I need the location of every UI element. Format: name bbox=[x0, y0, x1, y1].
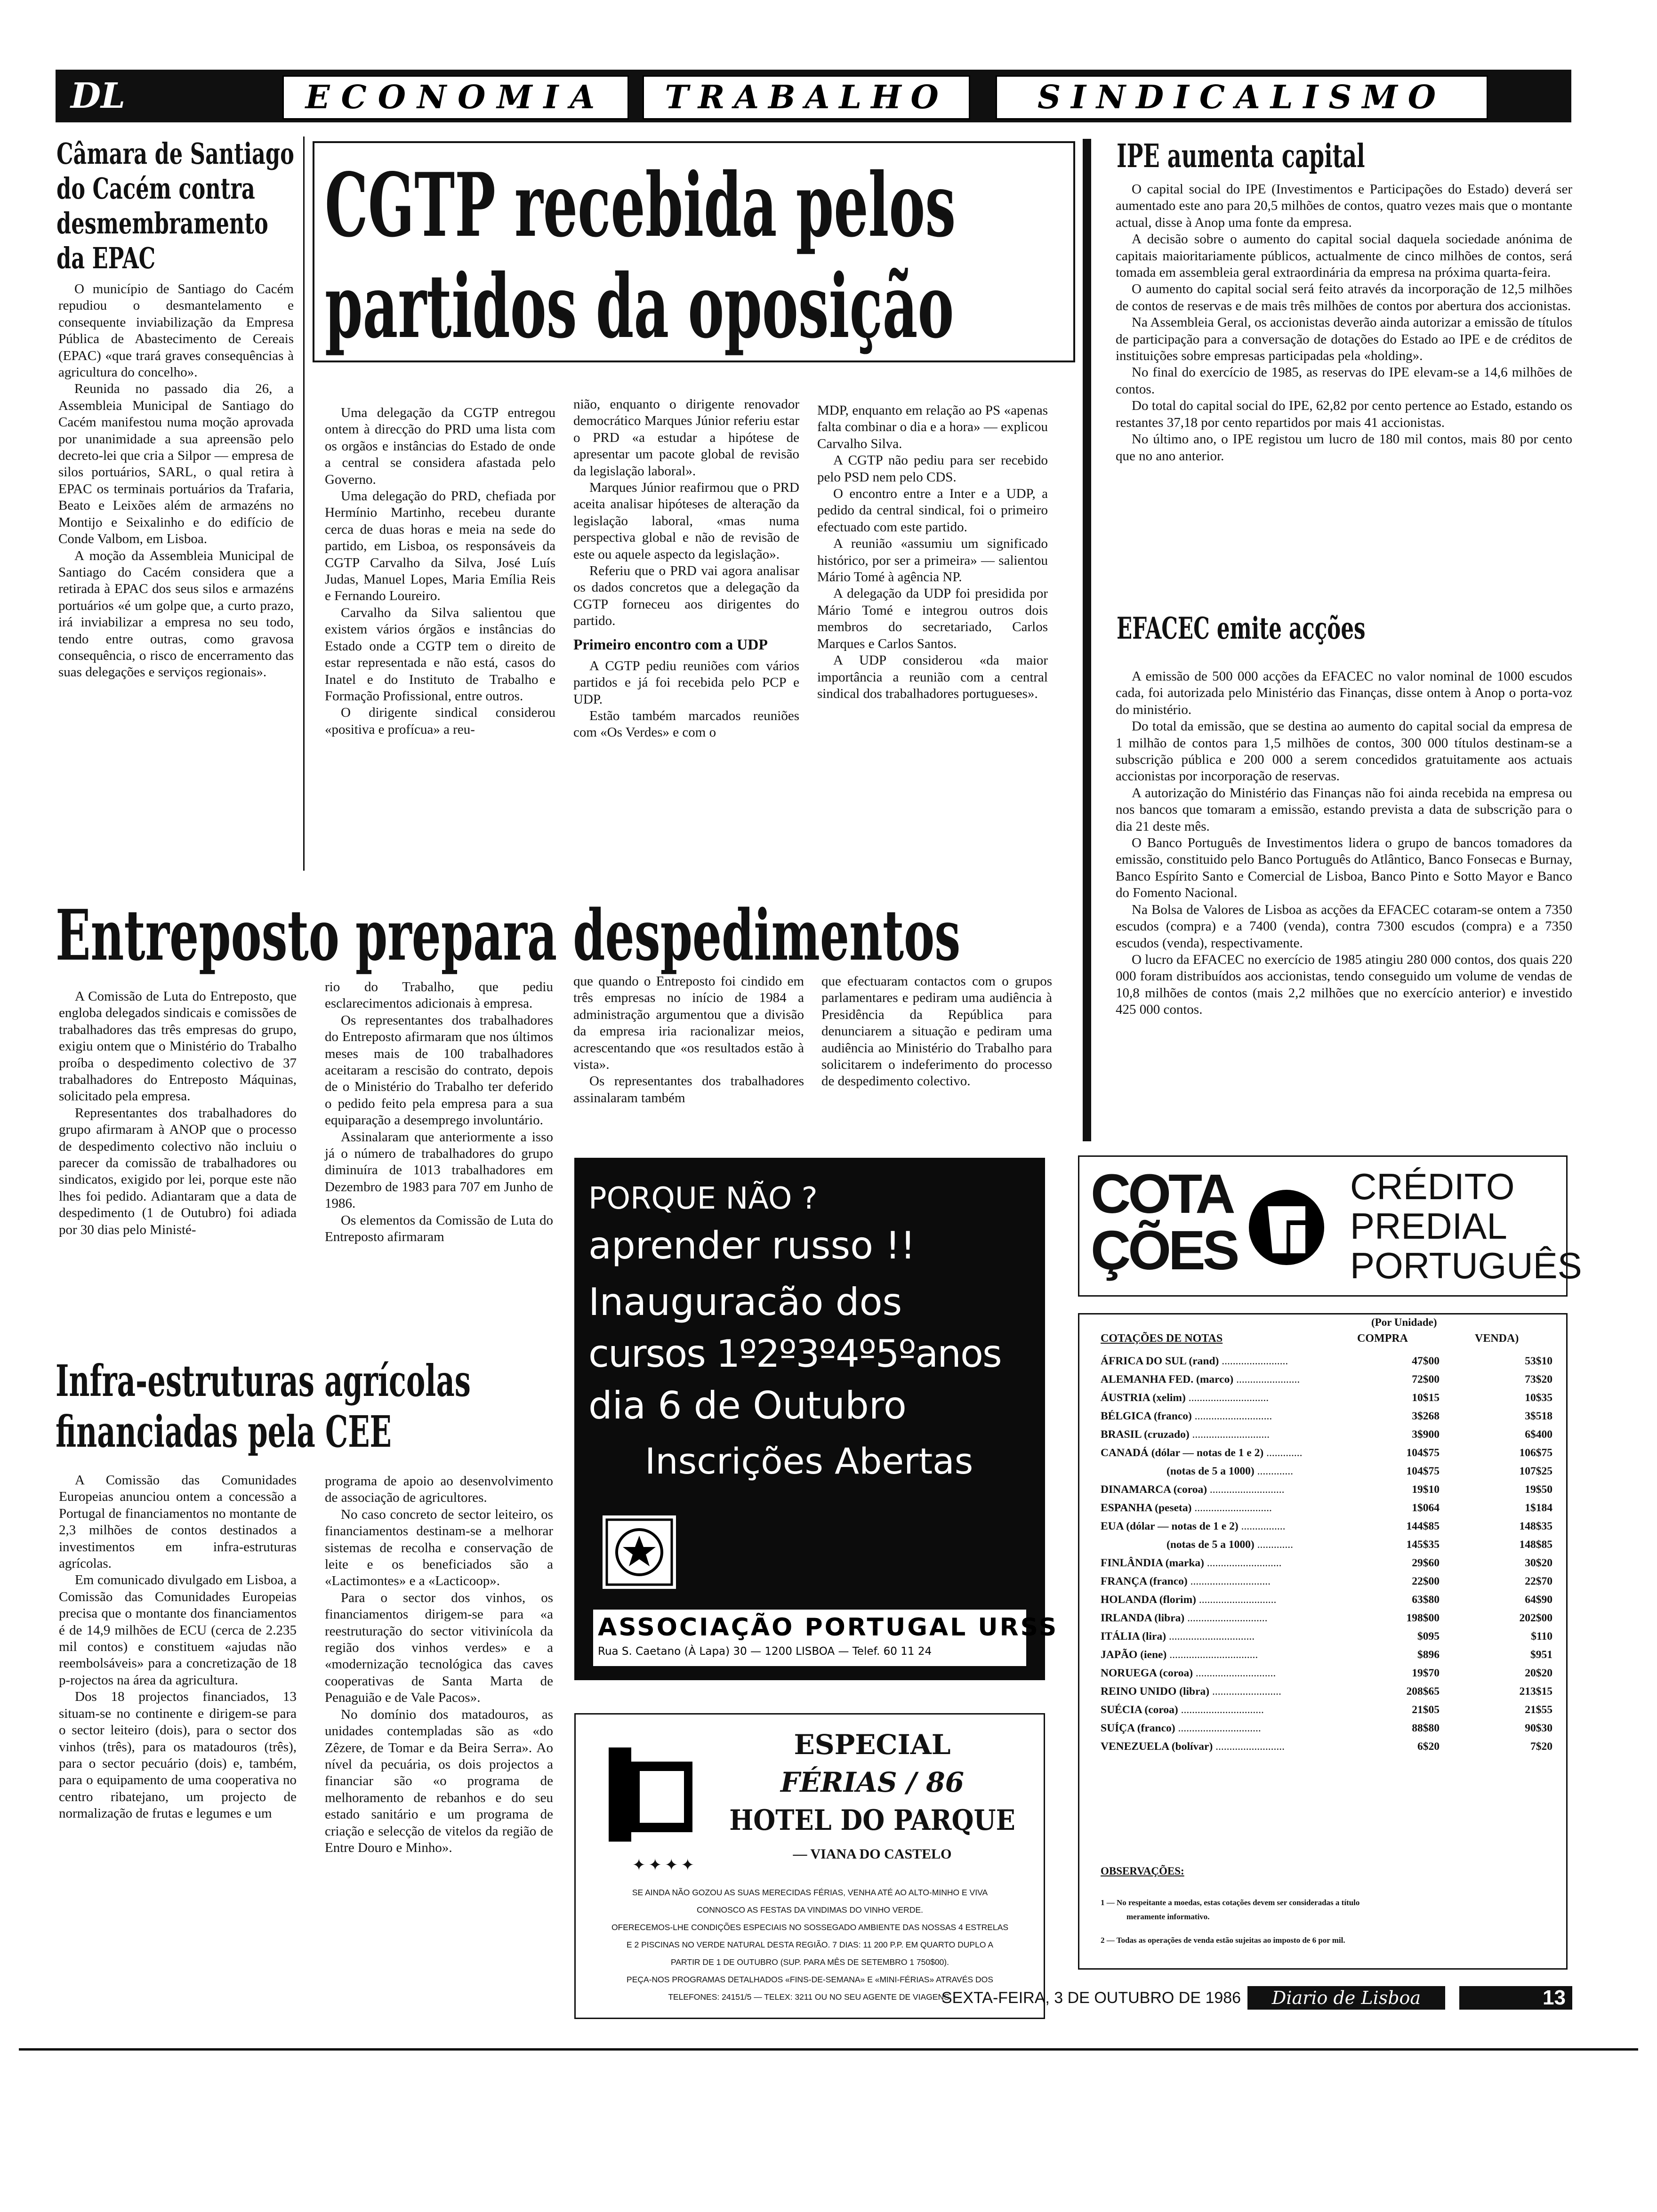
rate-currency bbox=[1101, 1627, 1345, 1646]
currency-name: VENEZUELA (bolívar) bbox=[1101, 1740, 1213, 1753]
efacec-p: A emissão de 500 000 acções da EFACEC no valor nominal de 1000 escudos cada, foi autorizada pelo Ministério das Finanças, disse ontem à Anop o porta-voz do ministério. bbox=[1116, 669, 1572, 717]
leader-dots: ............................. bbox=[1193, 1667, 1276, 1679]
entreposto-p: Os representantes dos trabalhadores assinalaram também bbox=[573, 1074, 804, 1106]
rate-row bbox=[1101, 1444, 1552, 1462]
leader-dots: .............................. bbox=[1175, 1722, 1261, 1734]
rate-currency bbox=[1101, 1389, 1345, 1407]
leader-dots: ............................. bbox=[1184, 1612, 1268, 1624]
leader-dots: ............. bbox=[1254, 1465, 1293, 1477]
rate-currency bbox=[1101, 1481, 1345, 1499]
entreposto-p: Assinalaram que anteriormente a isso já o número de trabalhadores do grupo diminuíra de 1013 trabalhadores em Dezembro de 1983 para 707 em Junho de 1986. bbox=[325, 1129, 553, 1211]
cgtp-p: O encontro entre a Inter e a UDP, a pedido da central sindical, foi o primeiro efectuado com este partido. bbox=[817, 486, 1048, 535]
leader-dots: ............................ bbox=[1191, 1410, 1272, 1422]
bank-name-3: PORTUGUÊS bbox=[1350, 1245, 1582, 1286]
rate-buy: 88$80 bbox=[1412, 1722, 1440, 1734]
col-sell-header: VENDA) bbox=[1475, 1332, 1519, 1345]
leader-dots: ............. bbox=[1263, 1447, 1303, 1459]
col-notes-header: COTAÇÕES DE NOTAS bbox=[1101, 1332, 1223, 1345]
infra-col-2 bbox=[325, 1473, 553, 1856]
rate-currency bbox=[1101, 1444, 1345, 1462]
currency-name: JAPÃO (iene) bbox=[1101, 1649, 1167, 1661]
entreposto-p: que quando o Entreposto foi cindido em três empresas no início de 1984 a administração argumentou que a divisão da empresa iria racionalizar meios, acrescentando que «os resultados estão à vista». bbox=[573, 974, 804, 1073]
hotel-text-line: CONNOSCO AS FESTAS DA VINDIMAS DO VINHO VERDE. bbox=[696, 1905, 923, 1915]
rate-currency bbox=[1101, 1499, 1345, 1517]
footer-paper-name bbox=[1247, 1986, 1445, 2010]
dl-logo-icon: DL bbox=[71, 76, 126, 116]
leader-dots: ............................... bbox=[1166, 1630, 1255, 1643]
cgtp-p: A CGTP não pediu para ser recebido pelo PSD nem pelo CDS. bbox=[817, 453, 1048, 485]
section-sindicalismo[interactable]: SINDICALISMO bbox=[996, 75, 1488, 120]
hotel-text-line: PARTIR DE 1 DE OUTUBRO (SUP. PARA MÊS DE SETEMBRO 1 750$00). bbox=[671, 1957, 949, 1967]
ipe-p: Do total do capital social do IPE, 62,82 por cento pertence ao Estado, estando os restantes 37,18 por cento repartidos por mais 41 accionistas. bbox=[1116, 398, 1572, 430]
rate-sell: 106$75 bbox=[1519, 1447, 1552, 1459]
leader-dots: ......................... bbox=[1209, 1685, 1281, 1698]
footer-page-number bbox=[1459, 1986, 1572, 2010]
rate-currency bbox=[1101, 1536, 1345, 1554]
rate-currency bbox=[1101, 1352, 1345, 1370]
rate-buy: 63$80 bbox=[1412, 1594, 1440, 1606]
leader-dots: ......................... bbox=[1213, 1740, 1285, 1753]
rate-row bbox=[1101, 1719, 1552, 1738]
rate-row bbox=[1101, 1499, 1552, 1517]
cgtp-col-1 bbox=[325, 405, 555, 738]
rate-buy: 3$268 bbox=[1412, 1410, 1440, 1422]
rate-row bbox=[1101, 1572, 1552, 1591]
cgtp-p: A delegação da UDP foi presidida por Mário Tomé e integrou outros dois membros do secretariado, Carlos Marques e Carlos Santos. bbox=[817, 586, 1048, 651]
santiago-headline: Câmara de Santiago do Cacém contra desmembramento da EPAC bbox=[56, 136, 294, 275]
leader-dots: ........................... bbox=[1204, 1557, 1282, 1569]
rate-buy: 104$75 bbox=[1406, 1465, 1440, 1477]
hotel-text bbox=[585, 1884, 1035, 2006]
credito-predial-emblem-icon bbox=[1239, 1178, 1334, 1277]
entreposto-col-3 bbox=[573, 973, 804, 1106]
entreposto-headline: Entreposto prepara despedimentos bbox=[56, 894, 961, 976]
cgtp-p: Estão também marcados reuniões com «Os Verdes» e com o bbox=[573, 708, 799, 740]
entreposto-p: A Comissão de Luta do Entreposto, que engloba delegados sindicais e comissões de trabalhadores das três empresas do grupo, exigiu ontem que o Ministério do Trabalho proíba o despedimento colectivo de 37 trabalhadores do Entreposto Máquinas, solicitado pela empresa. bbox=[59, 989, 297, 1104]
cgtp-p: A UDP considerou «da maior importância a reunião com a central sindical dos trabalhadores portugueses». bbox=[817, 653, 1048, 701]
rate-sell: $951 bbox=[1530, 1649, 1552, 1661]
hotel-logo-icon bbox=[604, 1743, 698, 1851]
ad-hotel-parque[interactable] bbox=[574, 1713, 1045, 2019]
ad-russo-address: Rua S. Caetano (À Lapa) 30 — 1200 LISBOA — Telef. 60 11 24 bbox=[598, 1645, 932, 1658]
rate-currency bbox=[1101, 1370, 1345, 1389]
rate-buy: $896 bbox=[1417, 1649, 1440, 1661]
rate-sell: 30$20 bbox=[1525, 1557, 1552, 1569]
ad-russo-line4: cursos 1º2º3º4º5ºanos bbox=[588, 1332, 1001, 1376]
rate-currency bbox=[1101, 1609, 1345, 1627]
rate-buy: 72$00 bbox=[1412, 1373, 1440, 1386]
cgtp-p: Marques Júnior reafirmou que o PRD aceita analisar hipóteses de alteração da legislação laboral, «mas numa perspectiva global e não de revisão de este ou aquele aspecto da legislação». bbox=[573, 480, 799, 562]
rate-sell: 64$90 bbox=[1525, 1594, 1552, 1606]
ipe-p: No final do exercício de 1985, as reservas do IPE elevam-se a 14,6 milhões de contos. bbox=[1116, 365, 1572, 397]
ad-russo-line3: Inauguracão dos bbox=[588, 1280, 902, 1324]
rate-buy: 29$60 bbox=[1412, 1557, 1440, 1569]
leader-dots: ............. bbox=[1254, 1539, 1293, 1551]
rate-row bbox=[1101, 1481, 1552, 1499]
infra-p: programa de apoio ao desenvolvimento de associação de agricultores. bbox=[325, 1474, 553, 1506]
footer-date: SEXTA-FEIRA, 3 DE OUTUBRO DE 1986 bbox=[941, 1989, 1241, 2007]
rate-sell: 21$55 bbox=[1525, 1704, 1552, 1716]
entreposto-p: rio do Trabalho, que pediu esclarecimentos adicionais à empresa. bbox=[325, 979, 553, 1011]
rate-row bbox=[1101, 1701, 1552, 1719]
rate-currency bbox=[1101, 1407, 1345, 1426]
cotacoes-word-2: ÇÕES bbox=[1091, 1219, 1237, 1282]
rate-sell: 19$50 bbox=[1525, 1483, 1552, 1496]
rate-currency bbox=[1101, 1426, 1345, 1444]
col-buy-header: COMPRA bbox=[1357, 1332, 1408, 1345]
rate-row bbox=[1101, 1627, 1552, 1646]
leader-dots: ........................... bbox=[1207, 1483, 1285, 1496]
rate-currency bbox=[1101, 1572, 1345, 1591]
bank-name-2: PREDIAL bbox=[1350, 1205, 1507, 1247]
cgtp-p: Uma delegação da CGTP entregou ontem à direcção do PRD uma lista com os orgãos e instâncias do Estado de onde a central se considera afastada pelo Governo. bbox=[325, 405, 555, 487]
ad-russo-footer bbox=[593, 1610, 1059, 1666]
rate-buy: 10$15 bbox=[1412, 1392, 1440, 1404]
rate-sell: 213$15 bbox=[1519, 1685, 1552, 1698]
cgtp-p: nião, enquanto o dirigente renovador democrático Marques Júnior referiu estar o PRD «a estudar a hipótese de apresentar um pacote global de revisão da legislação laboral». bbox=[573, 397, 799, 479]
currency-name: HOLANDA (florim) bbox=[1101, 1594, 1196, 1606]
currency-name: ESPANHA (peseta) bbox=[1101, 1502, 1192, 1514]
star-emblem-icon bbox=[603, 1515, 676, 1589]
currency-name: FRANÇA (franco) bbox=[1101, 1575, 1188, 1587]
hotel-title-1: ESPECIAL bbox=[794, 1729, 951, 1761]
cotacoes-logo bbox=[1078, 1155, 1582, 1297]
rate-sell: 22$70 bbox=[1525, 1575, 1552, 1587]
rate-sell: $110 bbox=[1531, 1630, 1552, 1643]
currency-name: BRASIL (cruzado) bbox=[1101, 1428, 1190, 1441]
footer-paper-label: Diario de Lisboa bbox=[1271, 1988, 1421, 2008]
rate-row bbox=[1101, 1370, 1552, 1389]
hotel-title-3: HOTEL DO PARQUE bbox=[729, 1804, 1015, 1837]
page-number: 13 bbox=[1543, 1986, 1566, 2009]
rate-buy: 6$20 bbox=[1417, 1740, 1440, 1753]
santiago-p3: A moção da Assembleia Municipal de Santiago do Cacém considera que a retirada à EPAC dos seus silos e armazéns portuários «é um golpe que, a curto prazo, irá inviabilizar a empresa no seu todo, tendo entre outras, como gravosa consequência, o risco de encerramento das suas delegações e serviços regionais». bbox=[58, 548, 294, 680]
page-bottom-rule bbox=[19, 2048, 1638, 2051]
infra-headline: Infra-estruturas agrícolas financiadas pela CEE bbox=[56, 1355, 471, 1457]
ipe-p: O capital social do IPE (Investimentos e Participações do Estado) deverá ser aumentado este ano para 20,5 milhões de contos, quatro vezes mais que o montante actual, disse à Anop uma fonte da empresa. bbox=[1116, 182, 1572, 230]
rate-currency bbox=[1101, 1701, 1345, 1719]
hotel-text-line: OFERECEMOS-LHE CONDIÇÕES ESPECIAIS NO SOSSEGADO AMBIENTE DAS NOSSAS 4 ESTRELAS bbox=[611, 1923, 1009, 1932]
santiago-body bbox=[58, 281, 294, 681]
rate-currency bbox=[1101, 1683, 1345, 1701]
cgtp-p: Carvalho da Silva salientou que existem vários órgãos e instâncias do Estado onde a CGTP tem o direito de estar representada e não está, casos do Inatel e do Instituto de Trabalho e Formação Profissional, entre outros. bbox=[325, 605, 555, 704]
bank-name-1: CRÉDITO bbox=[1350, 1166, 1515, 1207]
rate-sell: 6$400 bbox=[1525, 1428, 1552, 1441]
rate-buy: 198$00 bbox=[1406, 1612, 1440, 1624]
currency-name: (notas de 5 a 1000) bbox=[1166, 1539, 1255, 1551]
rate-row bbox=[1101, 1517, 1552, 1536]
rate-currency bbox=[1101, 1554, 1345, 1572]
currency-name: (notas de 5 a 1000) bbox=[1166, 1465, 1255, 1477]
rate-row bbox=[1101, 1683, 1552, 1701]
infra-p: Dos 18 projectos financiados, 13 situam-se no continente e dirigem-se para o sector leiteiro (dois), para o sector dos vinhos (três), para os matadouros (três), para o sector pecuário (dois) e, também, para o equipamento de uma cooperativa no centro ribatejano, um projecto de normalização de frutas e legumes e um bbox=[59, 1689, 297, 1821]
ipe-p: No último ano, o IPE registou um lucro de 180 mil contos, mais 80 por cento que no ano anterior. bbox=[1116, 432, 1572, 464]
entreposto-p: que efectuaram contactos com o grupos parlamentares e pediram uma audiência à Presidência da República para denunciarem a situação e pediram uma audiência ao Ministério do Trabalho para solicitarem o indeferimento do processo de despedimento colectivo. bbox=[821, 974, 1052, 1089]
rate-row bbox=[1101, 1664, 1552, 1683]
ipe-p: A decisão sobre o aumento do capital social daquela sociedade anónima de capitais maioritariamente públicos, actualmente de cinco milhões de contos, será tomada em assembleia geral extraordinária da empresa na próxima quarta-feira. bbox=[1116, 232, 1572, 281]
obs-2: 2 — Todas as operações de venda estão sujeitas ao imposto de 6 por mil. bbox=[1101, 1936, 1345, 1945]
entreposto-p: Os representantes dos trabalhadores do Entreposto afirmaram que nos últimos meses mais de 100 trabalhadores aceitaram a rescisão do contrato, depois de o Ministério do Trabalho ter deferido o pedido feito pela empresa para a sua equiparação a desemprego involuntário. bbox=[325, 1012, 553, 1128]
section-trabalho[interactable]: TRABALHO bbox=[643, 75, 970, 120]
infra-col-1 bbox=[59, 1472, 297, 1822]
hotel-city: — VIANA DO CASTELO bbox=[793, 1846, 952, 1862]
ad-russo-org: ASSOCIAÇÃO PORTUGAL URSS bbox=[598, 1613, 1059, 1642]
rate-row bbox=[1101, 1554, 1552, 1572]
rate-row bbox=[1101, 1352, 1552, 1370]
obs-title: OBSERVAÇÕES: bbox=[1101, 1865, 1184, 1877]
rate-buy: 22$00 bbox=[1412, 1575, 1440, 1587]
cotacoes-word-1: COTA bbox=[1091, 1163, 1233, 1225]
entreposto-col-2 bbox=[325, 979, 553, 1246]
leader-dots: ........................ bbox=[1219, 1355, 1288, 1367]
currency-name: ÁFRICA DO SUL (rand) bbox=[1101, 1355, 1219, 1367]
rate-row bbox=[1101, 1462, 1552, 1481]
cgtp-col-2 bbox=[573, 396, 799, 741]
rate-row bbox=[1101, 1591, 1552, 1609]
cgtp-p: A CGTP pediu reuniões com vários partidos e já foi recebida pelo PCP e UDP. bbox=[573, 658, 799, 707]
rate-buy: 144$85 bbox=[1406, 1520, 1440, 1532]
column-rule bbox=[303, 136, 305, 871]
obs-1a: 1 — No respeitante a moedas, estas cotações devem ser consideradas a título bbox=[1101, 1898, 1360, 1907]
currency-name: DINAMARCA (coroa) bbox=[1101, 1483, 1207, 1496]
efacec-headline: EFACEC emite acções bbox=[1117, 611, 1366, 646]
currency-name: NORUEGA (coroa) bbox=[1101, 1667, 1193, 1679]
ad-russo-line1: PORQUE NÃO ? bbox=[588, 1181, 818, 1216]
rate-buy: 19$10 bbox=[1412, 1483, 1440, 1496]
rate-row bbox=[1101, 1426, 1552, 1444]
efacec-body bbox=[1116, 668, 1572, 1018]
rate-sell: 73$20 bbox=[1525, 1373, 1552, 1386]
rate-sell: 53$10 bbox=[1525, 1355, 1552, 1367]
rate-currency bbox=[1101, 1646, 1345, 1664]
ad-russo-line2: aprender russo !! bbox=[588, 1224, 916, 1267]
currency-name: ALEMANHA FED. (marco) bbox=[1101, 1373, 1234, 1386]
rate-buy: 47$00 bbox=[1412, 1355, 1440, 1367]
currency-name: CANADÁ (dólar — notas de 1 e 2) bbox=[1101, 1447, 1264, 1459]
leader-dots: ....................... bbox=[1233, 1373, 1300, 1386]
currency-name: ÁUSTRIA (xelim) bbox=[1101, 1392, 1186, 1404]
cgtp-col-3 bbox=[817, 402, 1048, 702]
efacec-p: O Banco Português de Investimentos lidera o grupo de bancos tomadores da emissão, constituido pelo Banco Português do Atlântico, Banco Fonsecas e Burnay, Banco Espírito Santo e Comercial de Lisboa, Banco Pinto e Sotto Mayor e Banco do Fomento Nacional. bbox=[1116, 835, 1572, 901]
leader-dots: ................ bbox=[1238, 1520, 1286, 1532]
rate-currency bbox=[1101, 1719, 1345, 1738]
leader-dots: ............................ bbox=[1196, 1594, 1277, 1606]
cgtp-p: A reunião «assumiu um significado histórico, por ser a primeira» — salientou Mário Tomé à agência NP. bbox=[817, 536, 1048, 585]
hotel-text-line: TELEFONES: 24151/5 — TELEX: 3211 OU NO SEU AGENTE DE VIAGENS. bbox=[668, 1992, 952, 2002]
ad-russian-courses[interactable] bbox=[574, 1158, 1059, 1680]
currency-name: SUÉCIA (coroa) bbox=[1101, 1704, 1178, 1716]
hotel-text-line: E 2 PISCINAS NO VERDE NATURAL DESTA REGIÃO. 7 DIAS: 11 200 P.P. EM QUARTO DUPLO A bbox=[626, 1940, 993, 1949]
rate-buy: 21$05 bbox=[1412, 1704, 1440, 1716]
rate-sell: 107$25 bbox=[1519, 1465, 1552, 1477]
leader-dots: ................................ bbox=[1166, 1649, 1258, 1661]
cgtp-subhead: Primeiro encontro com a UDP bbox=[573, 635, 768, 653]
efacec-p: Do total da emissão, que se destina ao aumento do capital social da empresa de 1 milhão de contos para 1,5 milhões de contos, 300 000 títulos destinam-se a subscrição pública e 200 000 a serem concedidos gratuitamente aos actuais accionistas por incorporação de reservas. bbox=[1116, 719, 1572, 784]
entreposto-p: Representantes dos trabalhadores do grupo afirmaram à ANOP que o processo de despedimento colectivo não incluiu o parecer da comissão de trabalhadores ou sindicatos, exigido por lei, porque este não lhes foi pedido. Adiantaram que a data de despedimento (1 de Outubro) foi adiada por 30 dias pelo Ministé- bbox=[59, 1105, 297, 1237]
ipe-p: O aumento do capital social será feito através da incorporação de 12,5 milhões de contos de reservas e de mais três milhões de contos por abertura dos accionistas. bbox=[1116, 281, 1572, 313]
rate-row bbox=[1101, 1407, 1552, 1426]
santiago-p1: O município de Santiago do Cacém repudiou o desmantelamento e consequente inviabilização da Empresa Pública de Abastecimento de Cereais (EPAC) «que trará graves consequências à agricultura do concelho». bbox=[58, 281, 294, 380]
efacec-p: O lucro da EFACEC no exercício de 1985 atingiu 280 000 contos, dos quais 220 000 foram distribuídos aos accionistas, tendo conseguido um volume de vendas de 10,8 milhões de contos (mais 2,2 milhões que no exercício anterior) e investido 425 000 contos. bbox=[1116, 952, 1572, 1018]
infra-p: Em comunicado divulgado em Lisboa, a Comissão das Comunidades Europeias precisa que o montante dos financiamentos é de 14,9 milhões de ECU (cerca de 2.235 mil contos) e constituem «ajudas não reembolsáveis» para a concretização de 18 p-rojectos na área da agricultura. bbox=[59, 1572, 297, 1688]
article-santiago bbox=[56, 136, 297, 276]
rate-currency bbox=[1101, 1462, 1345, 1481]
hotel-text-line: SE AINDA NÃO GOZOU AS SUAS MERECIDAS FÉRIAS, VENHA ATÉ AO ALTO-MINHO E VIVA bbox=[632, 1888, 988, 1897]
rate-row bbox=[1101, 1536, 1552, 1554]
rate-row bbox=[1101, 1738, 1552, 1756]
rate-buy: 19$70 bbox=[1412, 1667, 1440, 1679]
rate-sell: 148$85 bbox=[1519, 1539, 1552, 1551]
hotel-title-2: FÉRIAS / 86 bbox=[780, 1766, 964, 1798]
currency-name: FINLÂNDIA (marka) bbox=[1101, 1557, 1204, 1569]
ipe-p: Na Assembleia Geral, os accionistas deverão ainda autorizar a emissão de títulos de participação para a conversação de dotações do Estado ao IPE e de créditos de instituições sobre empresas participadas pela «holding». bbox=[1116, 315, 1572, 364]
entreposto-col-4 bbox=[821, 973, 1052, 1090]
cgtp-headline: CGTP recebida pelos partidos da oposição bbox=[325, 153, 956, 358]
leader-dots: .............................. bbox=[1178, 1704, 1264, 1716]
cgtp-p: Referiu que o PRD vai agora analisar os dados concretos que a delegação da CGTP forneceu aos dirigentes do partido. bbox=[573, 563, 799, 629]
rate-sell: 10$35 bbox=[1525, 1392, 1552, 1404]
rate-currency bbox=[1101, 1738, 1345, 1756]
cotacoes-table-box bbox=[1078, 1313, 1568, 1970]
entreposto-col-1 bbox=[59, 988, 297, 1238]
infra-p: No caso concreto de sector leiteiro, os financiamentos destinam-se a melhorar sistemas de recolha e conservação de leite e os beneficiados são a «Lactimontes» e a «Lacticoop». bbox=[325, 1507, 553, 1589]
rate-sell: 3$518 bbox=[1525, 1410, 1552, 1422]
rate-buy: 208$65 bbox=[1406, 1685, 1440, 1698]
leader-dots: ............................. bbox=[1185, 1392, 1269, 1404]
rates-table bbox=[1101, 1352, 1552, 1756]
rate-row bbox=[1101, 1389, 1552, 1407]
rate-sell: 90$30 bbox=[1525, 1722, 1552, 1734]
rate-buy: $095 bbox=[1417, 1630, 1440, 1643]
per-unit-label: (Por Unidade) bbox=[1371, 1316, 1437, 1328]
rate-buy: 104$75 bbox=[1406, 1447, 1440, 1459]
santiago-p2: Reunida no passado dia 26, a Assembleia Municipal de Santiago do Cacém manifestou numa moção aprovada por unanimidade a sua apreensão pelo decreto-lei que cria a Silpor — empresa de silos portuários, SARL, o qual retira à EPAC os terminais portuários da Trafaria, Beato e Leixões além de armazéns no Montijo e Seixalinho e do edifício de Conde Valbom, em Lisboa. bbox=[58, 381, 294, 547]
leader-dots: ............................ bbox=[1191, 1502, 1272, 1514]
rate-currency bbox=[1101, 1664, 1345, 1683]
ad-russo-line6: Inscrições Abertas bbox=[645, 1440, 973, 1482]
cgtp-p: O dirigente sindical considerou «positiva e profícua» a reu- bbox=[325, 705, 555, 737]
rate-buy: 1$064 bbox=[1412, 1502, 1440, 1514]
ipe-headline: IPE aumenta capital bbox=[1117, 137, 1365, 175]
efacec-p: Na Bolsa de Valores de Lisboa as acções da EFACEC cotaram-se ontem a 7350 escudos (compra) e a 7400 (venda), contra 7300 escudos (compra) e a 7350 escudos (venda), respectivamente. bbox=[1116, 902, 1572, 951]
ad-russo-line5: dia 6 de Outubro bbox=[588, 1384, 907, 1427]
cgtp-p: MDP, enquanto em relação ao PS «apenas falta combinar o dia e a hora» — explicou Carvalho Silva. bbox=[817, 403, 1048, 451]
rate-buy: 3$900 bbox=[1412, 1428, 1440, 1441]
rate-currency bbox=[1101, 1591, 1345, 1609]
leader-dots: ............................ bbox=[1189, 1428, 1270, 1441]
rate-currency bbox=[1101, 1517, 1345, 1536]
infra-p: Para o sector dos vinhos, os financiamentos dirigem-se para «a reestruturação do sector vitivinícola da região dos vinhos verdes» e a «modernização tecnológica das caves cooperativas de Santa Marta de Penaguião e de Vale Pacos». bbox=[325, 1590, 553, 1706]
leader-dots: ............................. bbox=[1187, 1575, 1271, 1587]
infra-p: No domínio dos matadouros, as unidades contempladas são as «do Zêzere, de Tomar e da Beira Serra». Ao nível da pecuária, os dois projectos a financiar são «o programa de melhoramento de rebanhos e do seu estado sanitário e um programa de criação e selecção de vitelos da região de Entre Douro e Minho». bbox=[325, 1707, 553, 1855]
hotel-text-line: PEÇA-NOS PROGRAMAS DETALHADOS «FINS-DE-SEMANA» E «MINI-FÉRIAS» ATRAVÉS DOS bbox=[627, 1975, 993, 1984]
currency-name: EUA (dólar — notas de 1 e 2) bbox=[1101, 1520, 1239, 1532]
rate-sell: 202$00 bbox=[1519, 1612, 1552, 1624]
efacec-p: A autorização do Ministério das Finanças não foi ainda recebida na empresa ou nos bancos que tomaram a emissão, estando prevista a data de subscrição para o dia 21 deste mês. bbox=[1116, 785, 1572, 834]
currency-name: REINO UNIDO (libra) bbox=[1101, 1685, 1210, 1698]
entreposto-p: Os elementos da Comissão de Luta do Entreposto afirmaram bbox=[325, 1212, 553, 1245]
currency-name: SUÍÇA (franco) bbox=[1101, 1722, 1175, 1734]
cgtp-p: Uma delegação do PRD, chefiada por Hermínio Martinho, recebeu durante cerca de duas horas e meia na sede do partido, em Lisboa, os responsáveis da CGTP Carvalho da Silva, José Luís Judas, Manuel Lopes, Maria Emília Reis e Fernando Loureiro. bbox=[325, 489, 555, 604]
hotel-stars: ✦✦✦✦ bbox=[632, 1857, 697, 1874]
ipe-side-bar bbox=[1083, 139, 1091, 1141]
rate-sell: 1$184 bbox=[1525, 1502, 1552, 1514]
rate-row bbox=[1101, 1646, 1552, 1664]
ipe-body bbox=[1116, 181, 1572, 465]
obs-1b: meramente informativo. bbox=[1126, 1912, 1210, 1921]
currency-name: IRLANDA (libra) bbox=[1101, 1612, 1185, 1624]
rate-buy: 145$35 bbox=[1406, 1539, 1440, 1551]
rate-sell: 7$20 bbox=[1530, 1740, 1552, 1753]
section-economia[interactable]: ECONOMIA bbox=[282, 75, 629, 120]
infra-p: A Comissão das Comunidades Europeias anunciou ontem a concessão a Portugal de financiamentos no montante de 2,3 milhões de contos destinados a investimentos em infra-estruturas agrícolas. bbox=[59, 1473, 297, 1571]
rate-sell: 20$20 bbox=[1525, 1667, 1552, 1679]
currency-name: ITÁLIA (lira) bbox=[1101, 1630, 1166, 1643]
rate-sell: 148$35 bbox=[1519, 1520, 1552, 1532]
rate-row bbox=[1101, 1609, 1552, 1627]
currency-name: BÉLGICA (franco) bbox=[1101, 1410, 1192, 1422]
